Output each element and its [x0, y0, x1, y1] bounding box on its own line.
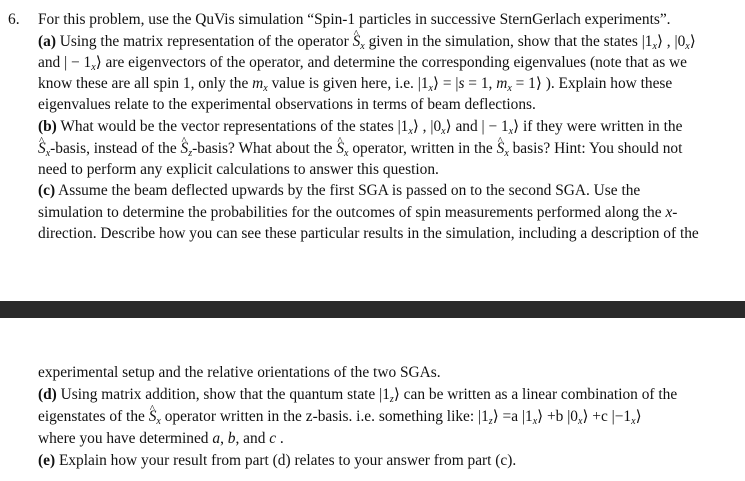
part-e-label: (e): [38, 452, 56, 469]
part-d-label: (d): [38, 386, 57, 403]
part-d-line-1: (d) Using matrix addition, show that the quantum state $|1_z⟩$ can be written as a linear combination of the: [38, 386, 678, 405]
part-a-line-4: eigenvalues relate to the experimental observations in terms of beam deflections.: [38, 96, 536, 113]
part-e-line-1: (e) Explain how your result from part (d) relates to your answer from part (c).: [38, 452, 517, 469]
part-c-line-1: (c) Assume the beam deflected upwards by the first SGA is passed on to the second SGA. Use the: [38, 182, 641, 199]
intro-line: For this problem, use the QuVis simulation “Spin-1 particles in successive SternGerlach experiments”.: [38, 11, 671, 28]
part-c-line-2: simulation to determine the probabilities for the outcomes of spin measurements performed along the x-: [38, 204, 678, 221]
part-a-label: (a): [38, 33, 56, 50]
page-break-bar: [0, 301, 745, 318]
part-d-line-3: where you have determined a, b, and c .: [38, 430, 284, 447]
part-c-line-3: direction. Describe how you can see these particular results in the simulation, including a description of the: [38, 225, 699, 242]
part-d-line-2: eigenstates of the ^ $S_x$ operator written in the z-basis. i.e. something like: $|1_z⟩ =a$ $|1_x⟩ +b$ $|0_x⟩ +c$ $|-1_x⟩$: [38, 407, 642, 432]
part-a-line-1: (a) Using the matrix representation of the operator ^ $S_x$ given in the simulation, show that the states $|1_x⟩$ , $|0_x⟩$: [38, 32, 696, 57]
part-b-line-1: (b) What would be the vector representations of the states $|1_x⟩$ , $|0_x⟩$ and | − $1_x⟩$ if they were written in the: [38, 118, 683, 137]
part-b-line-3: need to perform any explicit calculations to answer this question.: [38, 161, 439, 178]
part-c-label: (c): [38, 182, 56, 199]
part-a-line-2: and | − $1_x⟩$ are eigenvectors of the operator, and determine the corresponding eigenvalues (note that as we: [38, 54, 687, 73]
part-b-label: (b): [38, 118, 57, 135]
question-number: 6.: [8, 11, 20, 28]
part-b-line-2: ^ $S_x$-basis, instead of the ^ $S_z$-basis? What about the ^ $S_x$ operator, written in the ^ $S_x$ basis? Hint: You should not: [38, 139, 682, 164]
part-a-line-3: know these are all spin 1, only the $m_x$ value is given here, i.e. $|1_x⟩ = |s = 1$, $m_x$ = 1⟩ ). Explain how these: [38, 75, 673, 94]
part-c-line-4: experimental setup and the relative orientations of the two SGAs.: [38, 364, 441, 381]
